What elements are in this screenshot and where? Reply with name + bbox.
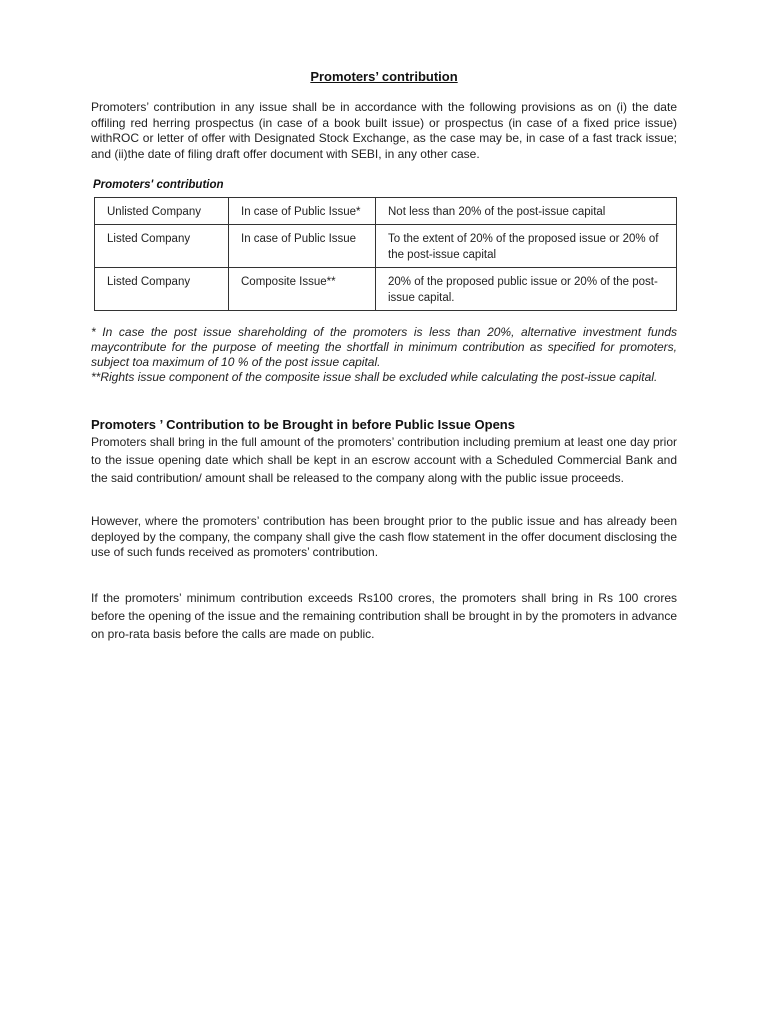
paragraph-however: However, where the promoters’ contribution has been brought prior to the public issue and has already been deployed by the company, the company shall give the cash flow statement in the offer document disclosing the use of such funds received as promoters’ contribution. <box>91 514 677 559</box>
table-cell: Composite Issue** <box>229 268 376 311</box>
paragraph-minimum-contribution: If the promoters’ minimum contribution exceeds Rs100 crores, the promoters shall bring in Rs 100 crores before the opening of the issue and the remaining contribution shall be brought in by the promoters in advance on pro-rata basis before the calls are made on public. <box>91 591 677 641</box>
footnote-rights-issue: **Rights issue component of the composite issue shall be excluded while calculating the post-issue capital. <box>91 370 658 384</box>
table-cell: To the extent of 20% of the proposed issue or 20% of the post-issue capital <box>376 225 677 268</box>
promoters-contribution-table <box>94 197 677 311</box>
document-title: Promoters’ contribution <box>310 69 458 84</box>
table-cell: Listed Company <box>95 225 229 268</box>
paragraph-bring-in: Promoters shall bring in the full amount of the promoters’ contribution including premium at least one day prior to the issue opening date which shall be kept in an escrow account with a Scheduled Commercial Bank and the said contribution/ amount shall be released to the company along with the public issue proceeds. <box>91 435 677 485</box>
table-cell: Unlisted Company <box>95 198 229 225</box>
footnote-public-issue: * In case the post issue shareholding of the promoters is less than 20%, alternative investment funds maycontribute for the purpose of meeting the shortfall in minimum contribution as specified for promoters, subject toa maximum of 10 % of the post issue capital. <box>91 325 677 369</box>
footnotes <box>91 325 677 385</box>
table-cell: Not less than 20% of the post-issue capital <box>376 198 677 225</box>
table-cell: 20% of the proposed public issue or 20% of the post-issue capital. <box>376 268 677 311</box>
table-row <box>95 198 677 225</box>
table-cell: In case of Public Issue* <box>229 198 376 225</box>
intro-paragraph: Promoters’ contribution in any issue shall be in accordance with the following provisions as on (i) the date offiling red herring prospectus (in case of a book built issue) or prospectus (in case of a fixed price issue) withROC or letter of offer with Designated Stock Exchange, as the case may be, in case of a fast track issue; and (ii)the date of filing draft offer document with SEBI, in any other case. <box>91 100 677 161</box>
table-row <box>95 225 677 268</box>
section-heading: Promoters ’ Contribution to be Brought in before Public Issue Opens <box>91 417 515 432</box>
table-cell: Listed Company <box>95 268 229 311</box>
table-cell: In case of Public Issue <box>229 225 376 268</box>
table-row <box>95 268 677 311</box>
table-caption: Promoters' contribution <box>93 179 224 191</box>
